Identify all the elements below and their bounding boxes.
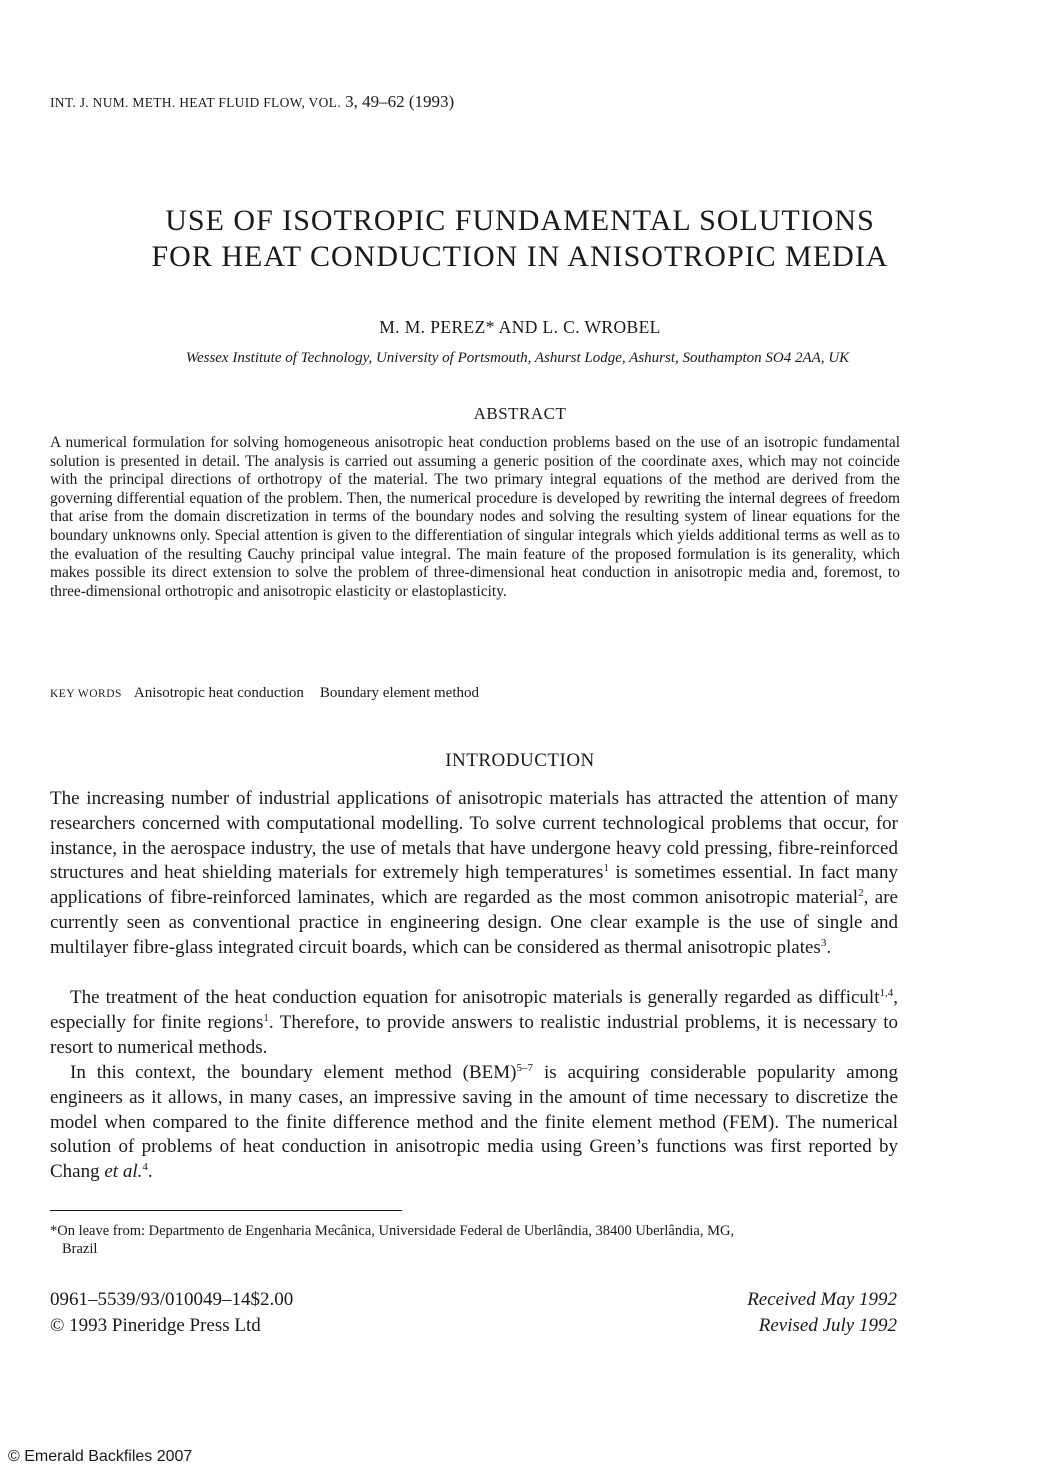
text-run: .: [147, 1161, 153, 1183]
publication-info: [50, 1287, 293, 1339]
publication-code: 0961–5539/93/010049–14$2.00: [50, 1289, 294, 1310]
title-line-2: FOR HEAT CONDUCTION IN ANISOTROPIC MEDIA: [151, 240, 889, 273]
footnote-line-2: Brazil: [62, 1241, 98, 1257]
received-date: Received May 1992: [747, 1289, 897, 1310]
footnote: [50, 1222, 900, 1258]
page-credit: © Emerald Backfiles 2007: [8, 1448, 193, 1465]
text-run: is acquiring considerable popularity among engineers as it allows, in many cases, an impressive saving in the amount of time necessary to discretize the model when compared to the finite difference method and the finite element method (FEM). The numerical solution of problems of heat conduction in anisotropic media using Green’s functions was first reported by Chang: [50, 1062, 898, 1183]
citation-ref: 4: [142, 1161, 148, 1174]
authors: M. M. PEREZ* AND L. C. WROBEL: [379, 317, 661, 337]
intro-paragraph-2: [50, 986, 898, 1060]
keywords: [50, 685, 479, 702]
text-run: The increasing number of industrial applications of anisotropic materials has attracted the attention of many researchers concerned with computational modelling. To solve current technological problems that occur, for instance, in the aerospace industry, the use of metals that have undergone heavy cold pressing, fibre-reinforced structures and heat shielding materials for extremely high temperatures: [50, 788, 898, 884]
revised-date: Revised July 1992: [758, 1315, 897, 1336]
citation-ref: 1: [603, 862, 609, 875]
citation-ref: 1,4: [879, 987, 894, 999]
title-line-1: USE OF ISOTROPIC FUNDAMENTAL SOLUTIONS: [165, 204, 875, 237]
introduction-heading: INTRODUCTION: [445, 750, 595, 771]
intro-paragraph-3: [50, 1061, 898, 1185]
citation-ref: 1: [263, 1011, 269, 1024]
text-run: The treatment of the heat conduction equation for anisotropic materials is generally regarded as difficult: [70, 987, 880, 1008]
abstract-text: A numerical formulation for solving homogeneous anisotropic heat conduction problems based on the use of an isotropic fundamental solution is presented in detail. The analysis is carried out assuming a generic position of the coordinate axes, which may not coincide with the principal directions of orthotropy of the material. The two primary integral equations of the method are derived from the governing differential equation of the problem. Then, the numerical procedure is developed by rewriting the internal degrees of freedom that arise from the domain discretization in terms of the boundary nodes and solving the resulting system of linear equations for the boundary unknowns only. Special attention is given to the differentiation of singular integrals which yields additional terms as well as to the evaluation of the resulting Cauchy principal value integral. The main feature of the proposed formulation is its generality, which makes possible its direct extension to solve the problem of three-dimensional heat conduction in anisotropic media and, foremost, to three-dimensional orthotropic and anisotropic elasticity or elastoplasticity.: [50, 434, 900, 600]
paper-title: [60, 203, 980, 275]
publisher-copyright: © 1993 Pineridge Press Ltd: [50, 1315, 261, 1336]
submission-dates: [600, 1287, 897, 1339]
text-run: . Therefore, to provide answers to realistic industrial problems, it is necessary to resort to numerical methods.: [50, 1011, 898, 1058]
text-run: , especially for finite regions: [50, 987, 898, 1033]
footnote-line-1: On leave from: Departmento de Engenharia Mecânica, Universidade Federal de Uberlândia, 38400 Uberlândia, MG,: [57, 1223, 735, 1239]
footnote-mark: *: [50, 1223, 58, 1239]
affiliation: Wessex Institute of Technology, University of Portsmouth, Ashurst Lodge, Ashurst, Southampton SO4 2AA, UK: [185, 350, 850, 366]
et-al: et al.: [104, 1161, 143, 1183]
journal-volume-pages: 3, 49–62 (1993): [345, 92, 455, 111]
abstract-heading: ABSTRACT: [473, 404, 567, 423]
citation-ref: 2: [858, 887, 864, 900]
citation-ref: 3: [820, 936, 827, 949]
citation-ref: 5–7: [516, 1062, 534, 1074]
journal-citation: [50, 92, 454, 112]
intro-paragraph-1: [50, 787, 898, 961]
text-run: In this context, the boundary element method (BEM): [70, 1062, 517, 1083]
text-run: is sometimes essential. In fact many applications of fibre-reinforced laminates, which are regarded as the most common anisotropic material: [50, 862, 898, 909]
keywords-label: KEY WORDS: [50, 688, 122, 700]
text-run: .: [826, 936, 832, 958]
journal-name: INT. J. NUM. METH. HEAT FLUID FLOW, VOL.: [50, 95, 341, 110]
text-run: , are currently seen as conventional practice in engineering design. One clear example is the use of single and multilayer fibre-glass integrated circuit boards, which can be considered as thermal anisotropic plates: [50, 887, 898, 958]
footnote-divider: [50, 1210, 402, 1211]
keyword-item: Boundary element method: [319, 685, 480, 701]
keyword-item: Anisotropic heat conduction: [133, 685, 304, 701]
